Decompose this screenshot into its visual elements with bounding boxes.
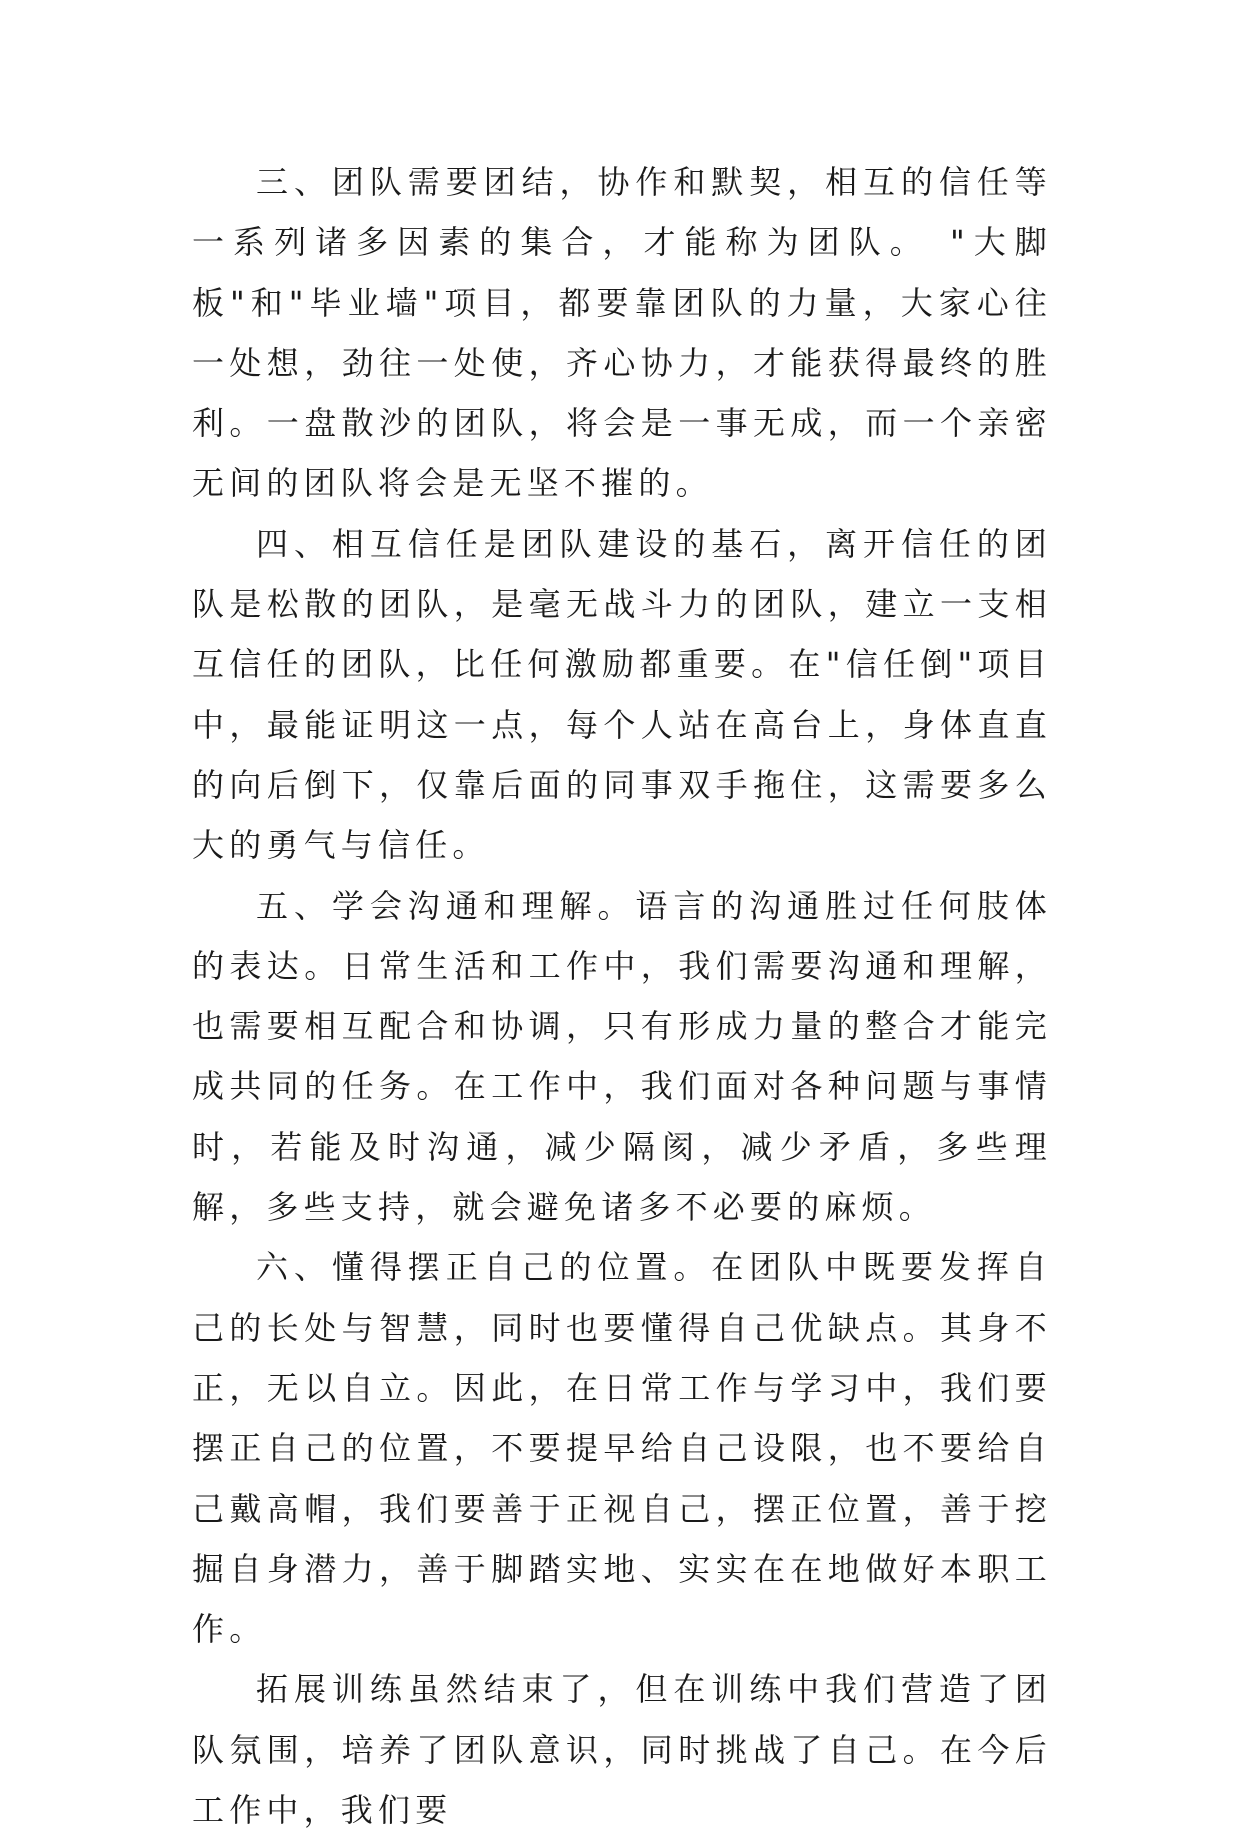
paragraph-mutual-trust: 四、相互信任是团队建设的基石，离开信任的团队是松散的团队，是毫无战斗力的团队，建立一支相互信任的团队，比任何激励都重要。在"信任倒"项目中，最能证明这一点，每个人站在高台上，身体直直的向后倒下，仅靠后面的同事双手拖住，这需要多么大的勇气与信任。	[192, 524, 1052, 865]
paragraph-conclusion: 拓展训练虽然结束了，但在训练中我们营造了团队氛围，培养了团队意识，同时挑战了自己。在今后工作中，我们要	[192, 1670, 1052, 1830]
paragraph-teamwork-unity: 三、团队需要团结，协作和默契，相互的信任等一系列诸多因素的集合，才能称为团队。 "大脚板"和"毕业墙"项目，都要靠团队的力量，大家心往一处想，劲往一处使，齐心协力，才能获得最终的胜利。一盘散沙的团队，将会是一事无成，而一个亲密无间的团队将会是无坚不摧的。	[192, 163, 1052, 503]
paragraph-self-position: 六、懂得摆正自己的位置。在团队中既要发挥自己的长处与智慧，同时也要懂得自己优缺点。其身不正，无以自立。因此，在日常工作与学习中，我们要摆正自己的位置，不要提早给自己设限，也不要给自己戴高帽，我们要善于正视自己，摆正位置，善于挖掘自身潜力，善于脚踏实地、实实在在地做好本职工作。	[192, 1248, 1052, 1649]
paragraph-communication: 五、学会沟通和理解。语言的沟通胜过任何肢体的表达。日常生活和工作中，我们需要沟通和理解，也需要相互配合和协调，只有形成力量的整合才能完成共同的任务。在工作中，我们面对各种问题与事情时，若能及时沟通，减少隔阂，减少矛盾，多些理解，多些支持，就会避免诸多不必要的麻烦。	[192, 886, 1052, 1227]
document-body	[192, 152, 1052, 1840]
